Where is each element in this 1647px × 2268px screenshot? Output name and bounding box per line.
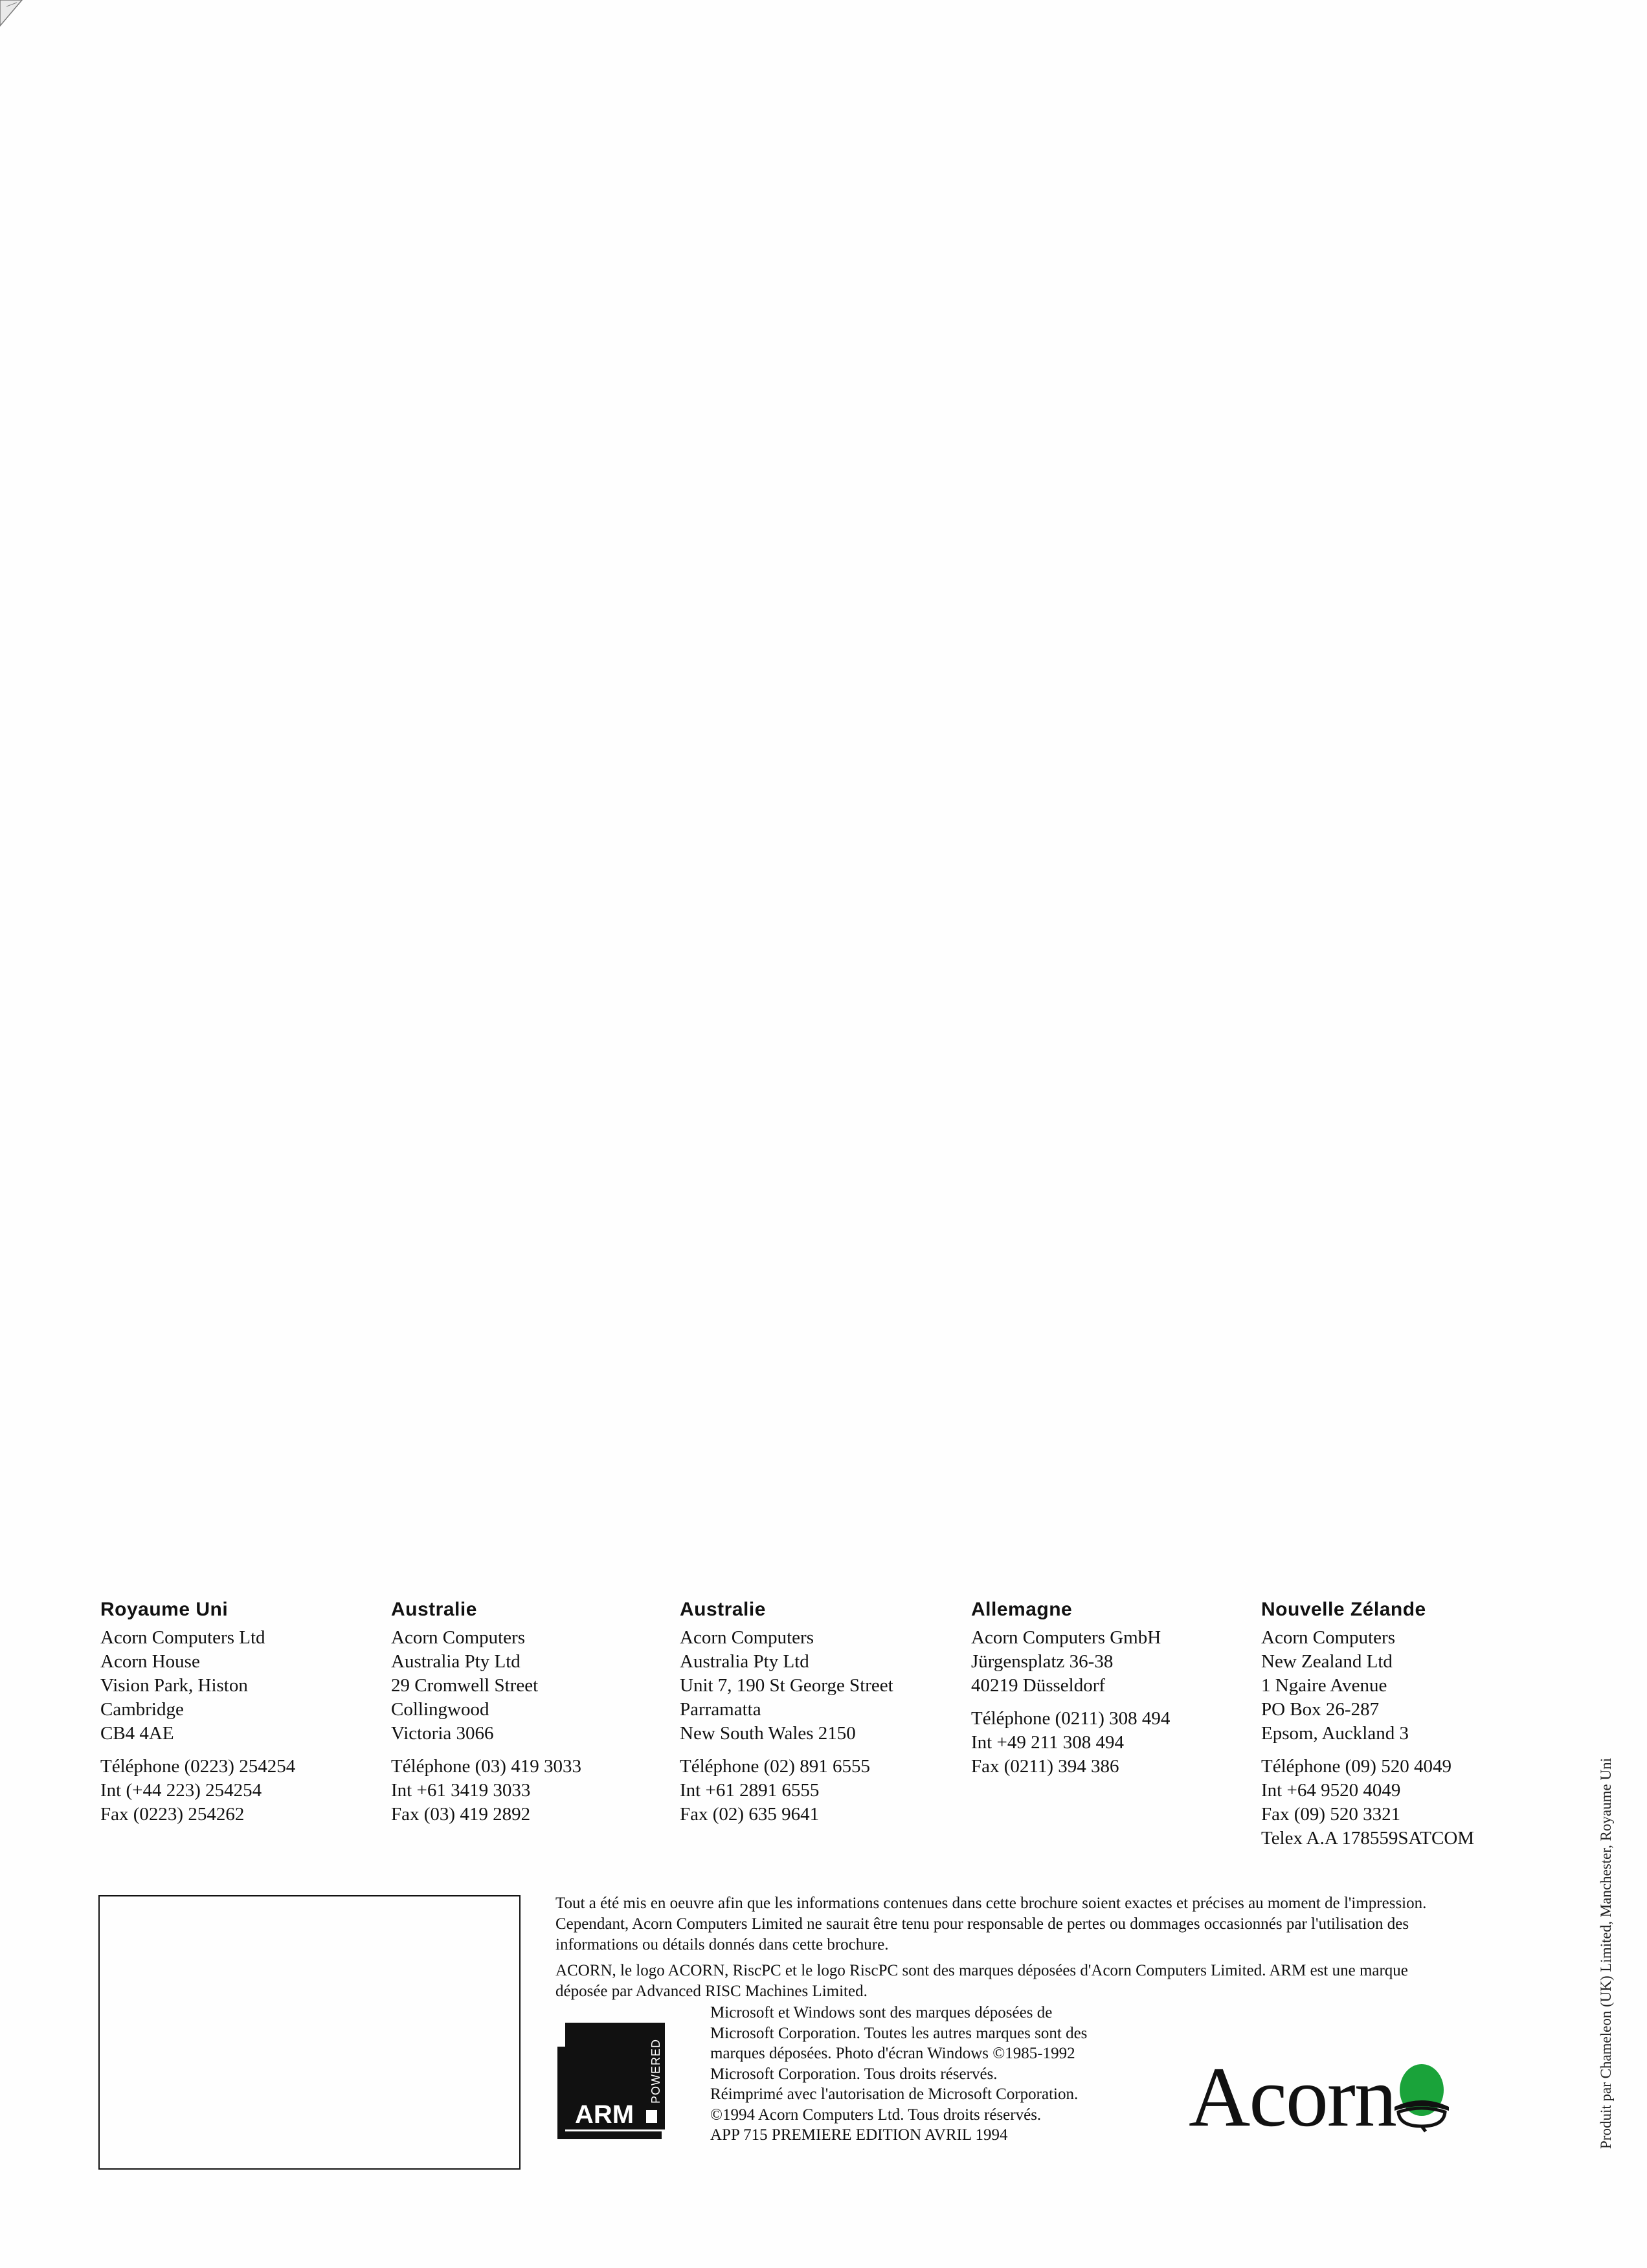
address-line: New South Wales 2150	[680, 1723, 856, 1744]
phone-line: Téléphone (0211) 308 494	[971, 1708, 1171, 1729]
disclaimer	[555, 1893, 1462, 2002]
office-allemagne	[971, 1599, 1243, 1779]
trademark-note-line: ©1994 Acorn Computers Ltd. Tous droits réservés.	[710, 2106, 1042, 2124]
office-country: Royaume Uni	[100, 1599, 229, 1620]
address-line: Acorn Computers	[1261, 1627, 1395, 1648]
dealer-stamp-box	[98, 1895, 521, 2170]
office-australie-parramatta	[680, 1599, 952, 1827]
office-country: Australie	[391, 1599, 477, 1620]
edition-line: APP 715 PREMIERE EDITION AVRIL 1994	[710, 2126, 1008, 2144]
office-country: Nouvelle Zélande	[1261, 1599, 1426, 1620]
address-line: Australia Pty Ltd	[680, 1651, 809, 1672]
address-line: Victoria 3066	[391, 1723, 494, 1744]
intl-phone-line: Int +61 2891 6555	[680, 1780, 820, 1801]
office-nouvelle-zelande	[1261, 1599, 1533, 1851]
phone-line: Téléphone (03) 419 3033	[391, 1756, 581, 1777]
acorn-wordmark: Acorn	[1189, 2049, 1396, 2144]
office-country: Allemagne	[971, 1599, 1073, 1620]
trademark-note-line: Microsoft Corporation. Tous droits réservés.	[710, 2065, 998, 2083]
address-line: PO Box 26-287	[1261, 1699, 1380, 1720]
trademark-note-line: Microsoft Corporation. Toutes les autres marques sont des	[710, 2024, 1088, 2042]
phone-line: Téléphone (09) 520 4049	[1261, 1756, 1451, 1777]
address-line: Unit 7, 190 St George Street	[680, 1675, 893, 1696]
address-line: Vision Park, Histon	[100, 1675, 248, 1696]
fax-line: Fax (0211) 394 386	[971, 1756, 1119, 1777]
intl-phone-line: Int +61 3419 3033	[391, 1780, 531, 1801]
intl-phone-line: Int +49 211 308 494	[971, 1732, 1124, 1753]
address-line: Australia Pty Ltd	[391, 1651, 521, 1672]
arm-powered-logo	[555, 2021, 667, 2141]
disclaimer-paragraph: Tout a été mis en oeuvre afin que les informations contenues dans cette brochure soient exactes et précises au moment de l'impression. Cependant, Acorn Computers Limited ne saurait être tenu pour responsable de pertes ou dommages occasionnés par l'utilisation des informations ou détails donnés dans cette brochure.	[555, 1895, 1427, 1953]
page-corner-fold	[0, 0, 26, 28]
address-line: New Zealand Ltd	[1261, 1651, 1393, 1672]
arm-logo-vertical-text: POWERED	[649, 2038, 662, 2104]
address-line: 40219 Düsseldorf	[971, 1675, 1106, 1696]
intl-phone-line: Int +64 9520 4049	[1261, 1780, 1401, 1801]
address-line: Cambridge	[100, 1699, 184, 1720]
trademark-notes	[710, 2003, 1125, 2146]
phone-line: Téléphone (0223) 254254	[100, 1756, 296, 1777]
address-line: 1 Ngaire Avenue	[1261, 1675, 1387, 1696]
address-line: Jürgensplatz 36-38	[971, 1651, 1114, 1672]
address-line: Parramatta	[680, 1699, 761, 1720]
telex-line: Telex A.A 178559SATCOM	[1261, 1828, 1475, 1849]
address-line: 29 Cromwell Street	[391, 1675, 539, 1696]
intl-phone-line: Int (+44 223) 254254	[100, 1780, 262, 1801]
address-line: CB4 4AE	[100, 1723, 174, 1744]
fax-line: Fax (09) 520 3321	[1261, 1804, 1401, 1825]
trademark-note-line: marques déposées. Photo d'écran Windows ©1985-1992	[710, 2045, 1075, 2062]
production-credit: Produit par Chameleon (UK) Limited, Manchester, Royaume Uni	[1598, 1758, 1614, 2149]
trademark-paragraph: ACORN, le logo ACORN, RiscPC et le logo RiscPC sont des marques déposées d'Acorn Computers Limited. ARM est une marque déposée par Advanced RISC Machines Limited.	[555, 1962, 1408, 2000]
address-line: Acorn Computers Ltd	[100, 1627, 265, 1648]
acorn-icon	[1389, 2062, 1454, 2133]
arm-logo-text: ARM	[575, 2100, 634, 2129]
fax-line: Fax (0223) 254262	[100, 1804, 245, 1825]
phone-line: Téléphone (02) 891 6555	[680, 1756, 870, 1777]
fax-line: Fax (03) 419 2892	[391, 1804, 531, 1825]
office-royaume-uni	[100, 1599, 372, 1827]
office-australie-collingwood	[391, 1599, 663, 1827]
address-line: Collingwood	[391, 1699, 489, 1720]
trademark-note-line: Réimprimé avec l'autorisation de Microsoft Corporation.	[710, 2085, 1079, 2103]
office-country: Australie	[680, 1599, 766, 1620]
address-line: Acorn Computers GmbH	[971, 1627, 1161, 1648]
acorn-logo	[1189, 2049, 1461, 2146]
address-line: Acorn House	[100, 1651, 200, 1672]
address-line: Epsom, Auckland 3	[1261, 1723, 1409, 1744]
address-line: Acorn Computers	[680, 1627, 814, 1648]
fax-line: Fax (02) 635 9641	[680, 1804, 820, 1825]
address-line: Acorn Computers	[391, 1627, 525, 1648]
trademark-note-line: Microsoft et Windows sont des marques déposées de	[710, 2004, 1053, 2021]
